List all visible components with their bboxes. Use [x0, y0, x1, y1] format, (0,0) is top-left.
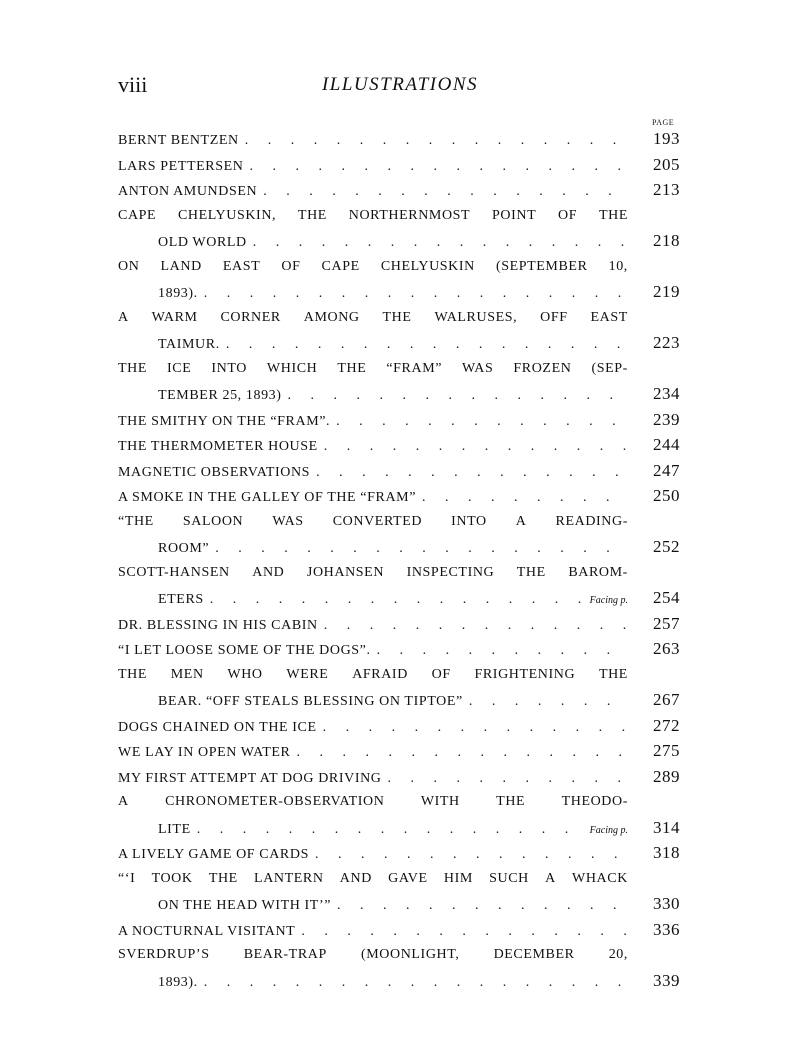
- entry-line: [118, 713, 680, 739]
- entry-title: ANTON AMUNDSEN: [118, 184, 258, 199]
- entry-title: DR. BLESSING IN HIS CABIN: [118, 617, 318, 633]
- entry-title: A LIVELY GAME OF CARDS: [118, 847, 309, 862]
- entry-page-number: 250: [653, 486, 680, 505]
- entry-line: [118, 738, 680, 764]
- illustration-entry: [118, 177, 680, 203]
- dot-leader: [204, 281, 628, 307]
- entry-title: TAIMUR.: [158, 337, 220, 352]
- illustration-entry: [118, 764, 680, 790]
- illustration-entry: [118, 254, 680, 305]
- dot-leader: [315, 842, 628, 868]
- illustration-entry: [118, 866, 680, 917]
- entry-page-number: 267: [653, 690, 680, 709]
- illustration-entry: [118, 483, 680, 509]
- illustration-entry: [118, 152, 680, 178]
- illustration-entry: [118, 560, 680, 611]
- illustration-entry: [118, 789, 680, 840]
- entry-page-number: 219: [653, 282, 680, 301]
- dot-leader: [245, 128, 628, 154]
- entry-title: LARS PETTERSEN: [118, 158, 244, 174]
- entry-line: [118, 228, 680, 254]
- entry-page-number: 318: [653, 843, 680, 862]
- dot-leader: [324, 434, 628, 460]
- illustration-entry: [118, 126, 680, 152]
- illustration-entry: [118, 356, 680, 407]
- dot-leader: [215, 536, 628, 562]
- page-column-label: PAGE: [652, 118, 675, 127]
- entry-page-number: 205: [653, 154, 680, 174]
- facing-note: Facing p.: [589, 595, 628, 606]
- dot-leader: [197, 817, 584, 843]
- entry-page-number: 257: [653, 613, 680, 633]
- entry-line: [118, 840, 680, 866]
- entry-title: MAGNETIC OBSERVATIONS: [118, 464, 311, 480]
- entry-title-line: A WARM CORNER AMONG THE WALRUSES, OFF EAST: [118, 309, 628, 325]
- entry-line: [118, 407, 680, 433]
- entry-line: [118, 534, 680, 560]
- entry-title-line: A CHRONOMETER-OBSERVATION WITH THE THEODO-: [118, 794, 628, 809]
- entry-page-number: 234: [653, 384, 680, 403]
- entry-page-number: 213: [653, 180, 680, 199]
- entry-title: ETERS: [158, 592, 204, 607]
- illustration-entry: [118, 662, 680, 713]
- entry-page-number: 218: [653, 231, 680, 250]
- entry-title: OLD WORLD: [158, 235, 247, 250]
- illustration-entry: [118, 407, 680, 433]
- entry-line: [118, 687, 680, 713]
- entry-line: [118, 177, 680, 203]
- entry-title: DOGS CHAINED ON THE ICE: [118, 719, 317, 735]
- dot-leader: [337, 893, 628, 919]
- entry-title-line: “‘I TOOK THE LANTERN AND GAVE HIM SUCH A WHACK: [118, 870, 628, 886]
- entry-title-line: ON LAND EAST OF CAPE CHELYUSKIN (SEPTEMBER 10,: [118, 258, 628, 274]
- entry-line: [118, 611, 680, 637]
- dot-leader: [253, 230, 628, 256]
- illustration-entry: [118, 840, 680, 866]
- dot-leader: [469, 689, 628, 715]
- entry-line: [118, 968, 680, 994]
- entry-title: THE THERMOMETER HOUSE: [118, 439, 318, 454]
- entry-line: [118, 381, 680, 407]
- entry-line: [118, 585, 680, 611]
- entry-line: [118, 815, 680, 841]
- entry-line: [118, 458, 680, 484]
- entry-page-number: 263: [653, 639, 680, 658]
- entry-page-number: 252: [653, 537, 680, 556]
- illustration-entry: [118, 636, 680, 662]
- illustration-entry: [118, 203, 680, 254]
- entry-title-line: SCOTT-HANSEN AND JOHANSEN INSPECTING THE BAROM-: [118, 564, 628, 580]
- running-head: ILLUSTRATIONS: [321, 74, 479, 95]
- entry-page-number: 247: [653, 460, 680, 480]
- entry-title: ON THE HEAD WITH IT’”: [158, 898, 332, 913]
- dot-leader: [249, 154, 628, 180]
- dot-leader: [226, 332, 628, 358]
- entry-page-number: 339: [653, 970, 680, 990]
- entry-title: LITE: [158, 821, 191, 837]
- entry-page-number: 193: [653, 129, 680, 148]
- entry-page-number: 289: [653, 766, 680, 786]
- entry-title: A SMOKE IN THE GALLEY OF THE “FRAM”: [118, 490, 417, 505]
- illustration-entry: [118, 611, 680, 637]
- entry-page-number: 330: [653, 894, 680, 913]
- dot-leader: [323, 715, 628, 741]
- entry-page-number: 272: [653, 715, 680, 735]
- illustration-entry: [118, 509, 680, 560]
- entry-title-line: “THE SALOON WAS CONVERTED INTO A READING-: [118, 513, 628, 529]
- entry-page-number: 336: [653, 919, 680, 939]
- illustrations-list: [118, 126, 680, 993]
- entry-line: [118, 917, 680, 943]
- entry-title-line: SVERDRUP’S BEAR-TRAP (MOONLIGHT, DECEMBER 20,: [118, 947, 628, 962]
- entry-title: THE SMITHY ON THE “FRAM”.: [118, 413, 331, 429]
- dot-leader: [263, 179, 628, 205]
- dot-leader: [388, 766, 628, 792]
- entry-line: [118, 432, 680, 458]
- dot-leader: [336, 409, 628, 435]
- entry-title: WE LAY IN OPEN WATER: [118, 745, 291, 760]
- illustration-entry: [118, 432, 680, 458]
- entry-page-number: 314: [653, 817, 680, 837]
- entry-line: [118, 330, 680, 356]
- entry-line: [118, 152, 680, 178]
- entry-title: TEMBER 25, 1893): [158, 388, 282, 403]
- dot-leader: [210, 587, 584, 613]
- entry-page-number: 254: [653, 588, 680, 607]
- illustration-entry: [118, 305, 680, 356]
- dot-leader: [377, 638, 628, 664]
- entry-title: BEAR. “OFF STEALS BLESSING ON TIPTOE”: [158, 694, 463, 709]
- entry-title: 1893).: [158, 974, 198, 990]
- dot-leader: [204, 970, 628, 996]
- illustration-entry: [118, 713, 680, 739]
- dot-leader: [288, 383, 628, 409]
- entry-title-line: CAPE CHELYUSKIN, THE NORTHERNMOST POINT OF THE: [118, 207, 628, 223]
- entry-title: MY FIRST ATTEMPT AT DOG DRIVING: [118, 770, 382, 786]
- entry-line: [118, 764, 680, 790]
- entry-line: [118, 126, 680, 152]
- dot-leader: [316, 460, 628, 486]
- dot-leader: [422, 485, 628, 511]
- dot-leader: [301, 919, 628, 945]
- entry-title: BERNT BENTZEN: [118, 133, 239, 148]
- entry-title-line: THE ICE INTO WHICH THE “FRAM” WAS FROZEN (SEP-: [118, 360, 628, 376]
- entry-title: 1893).: [158, 286, 198, 301]
- dot-leader: [296, 740, 628, 766]
- entry-line: [118, 279, 680, 305]
- entry-line: [118, 483, 680, 509]
- facing-note: Facing p.: [589, 824, 628, 836]
- entry-line: [118, 636, 680, 662]
- illustration-entry: [118, 738, 680, 764]
- illustration-entry: [118, 917, 680, 943]
- illustration-entry: [118, 458, 680, 484]
- entry-page-number: 239: [653, 409, 680, 429]
- entry-title: A NOCTURNAL VISITANT: [118, 923, 296, 939]
- entry-page-number: 223: [653, 333, 680, 352]
- entry-title-line: THE MEN WHO WERE AFRAID OF FRIGHTENING THE: [118, 666, 628, 682]
- page-number: viii: [118, 72, 148, 97]
- entry-title: “I LET LOOSE SOME OF THE DOGS”.: [118, 643, 371, 658]
- entry-line: [118, 891, 680, 917]
- illustration-entry: [118, 942, 680, 993]
- entry-title: ROOM”: [158, 541, 210, 556]
- dot-leader: [324, 613, 628, 639]
- entry-page-number: 244: [653, 435, 680, 454]
- entry-page-number: 275: [653, 741, 680, 760]
